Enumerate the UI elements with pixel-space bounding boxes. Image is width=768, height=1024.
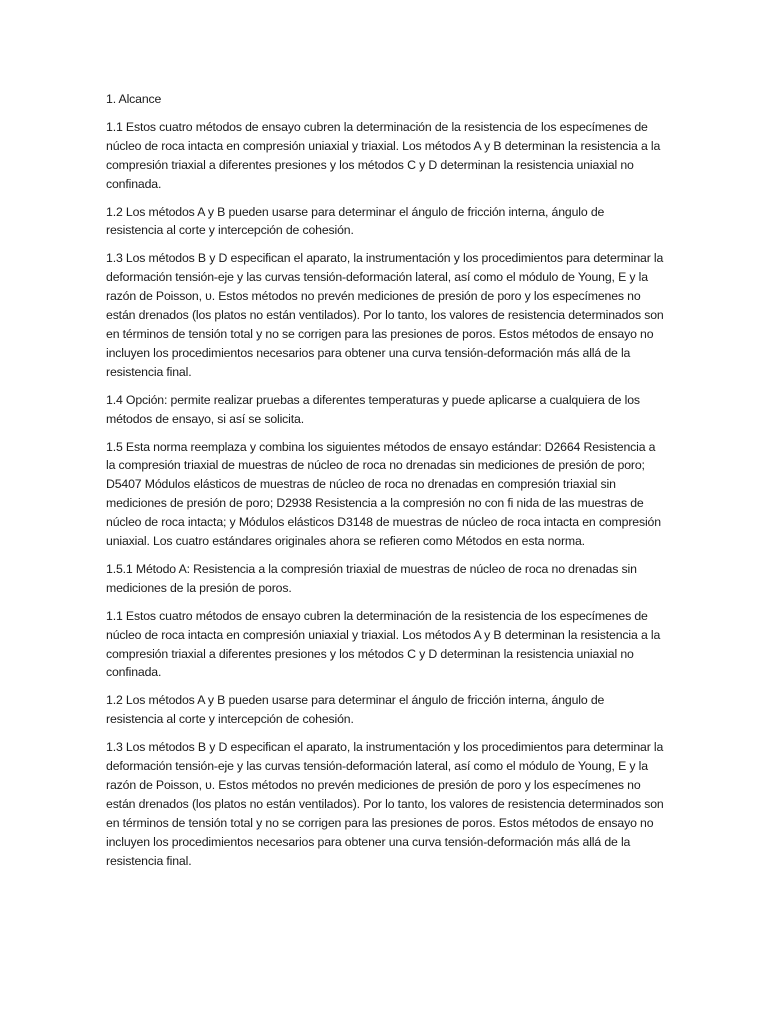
paragraph-1-3: 1.3 Los métodos B y D especifican el aparato, la instrumentación y los procedimientos para determinar la deformación tensión-eje y las curvas tensión-deformación lateral, así como el módulo de Young, E y la razón de Poisson, υ. Estos métodos no prevén mediciones de presión de poro y los especímenes no están drenados (los platos no están ventilados). Por lo tanto, los valores de resistencia determinados son en términos de tensión total y no se corrigen para las presiones de poros. Estos métodos de ensayo no incluyen los procedimientos necesarios para obtener una curva tensión-deformación más allá de la resistencia final. xyxy=(106,251,664,379)
paragraph-1-2: 1.2 Los métodos A y B pueden usarse para determinar el ángulo de fricción interna, ángulo de resistencia al corte y intercepción de cohesión. xyxy=(106,204,605,238)
section-heading: 1. Alcance xyxy=(106,92,162,106)
paragraph-1-3-repeat: 1.3 Los métodos B y D especifican el aparato, la instrumentación y los procedimientos para determinar la deformación tensión-eje y las curvas tensión-deformación lateral, así como el módulo de Young, E y la razón de Poisson, υ. Estos métodos no prevén mediciones de presión de poro y los especímenes no están drenados (los platos no están ventilados). Por lo tanto, los valores de resistencia determinados son en términos de tensión total y no se corrigen para las presiones de poros. Estos métodos de ensayo no incluyen los procedimientos necesarios para obtener una curva tensión-deformación más allá de la resistencia final. xyxy=(106,740,664,868)
paragraph-1-4: 1.4 Opción: permite realizar pruebas a diferentes temperaturas y puede aplicarse a cualquiera de los métodos de ensayo, si así se solicita. xyxy=(106,392,640,426)
paragraph-1-1-repeat: 1.1 Estos cuatro métodos de ensayo cubren la determinación de la resistencia de los especímenes de núcleo de roca intacta en compresión uniaxial y triaxial. Los métodos A y B determinan la resistencia a la compresión triaxial a diferentes presiones y los métodos C y D determinan la resistencia uniaxial no confinada. xyxy=(106,608,661,680)
paragraph-1-1: 1.1 Estos cuatro métodos de ensayo cubren la determinación de la resistencia de los especímenes de núcleo de roca intacta en compresión uniaxial y triaxial. Los métodos A y B determinan la resistencia a la compresión triaxial a diferentes presiones y los métodos C y D determinan la resistencia uniaxial no confinada. xyxy=(106,119,661,191)
paragraph-1-5: 1.5 Esta norma reemplaza y combina los siguientes métodos de ensayo estándar: D2664 Resistencia a la compresión triaxial de muestras de núcleo de roca no drenadas sin mediciones de presión de poro; D5407 Módulos elásticos de muestras de núcleo de roca no drenadas en compresión triaxial sin mediciones de presión de poro; D2938 Resistencia a la compresión no con fi nida de las muestras de núcleo de roca intacta; y Módulos elásticos D3148 de muestras de núcleo de roca intacta en compresión uniaxial. Los cuatro estándares originales ahora se refieren como Métodos en esta norma. xyxy=(106,439,661,549)
paragraph-1-5-1: 1.5.1 Método A: Resistencia a la compresión triaxial de muestras de núcleo de roca no drenadas sin mediciones de la presión de poros. xyxy=(106,561,637,595)
document-body xyxy=(106,90,664,880)
paragraph-1-2-repeat: 1.2 Los métodos A y B pueden usarse para determinar el ángulo de fricción interna, ángulo de resistencia al corte y intercepción de cohesión. xyxy=(106,693,605,727)
